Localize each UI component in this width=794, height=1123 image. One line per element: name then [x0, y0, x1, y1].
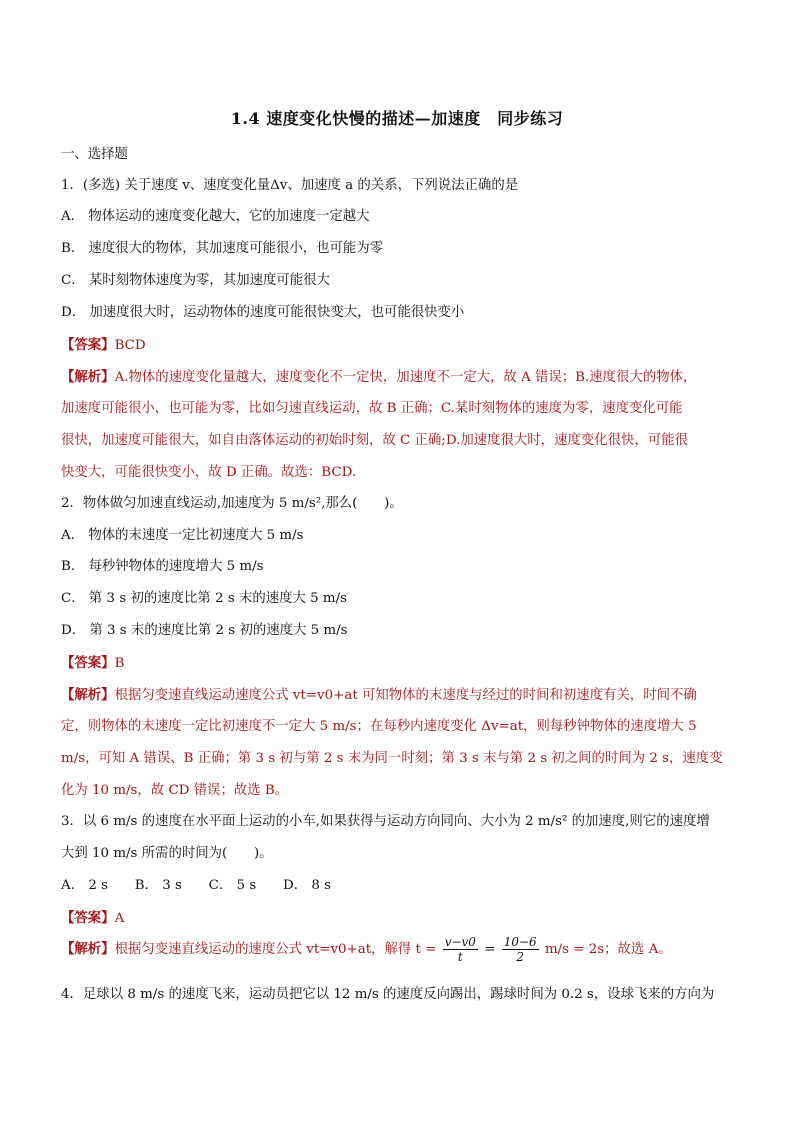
q2-option-d: D． 第 3 s 末的速度比第 2 s 初的速度大 5 m/s — [61, 623, 348, 638]
page-title: 1.4 速度变化快慢的描述—加速度 同步练习 — [230, 109, 564, 128]
q3-options: A． 2 s B． 3 s C． 5 s D． 8 s — [61, 878, 332, 893]
q1-explanation-line-3: 很快，加速度可能很大，如自由落体运动的初始时刻，故 C 正确;D.加速度很大时，速度变化很快，可能很 — [61, 433, 688, 448]
q2-explanation-line-2: 定，则物体的末速度一定比初速度不一定大 5 m/s；在每秒内速度变化 Δv=at，则每秒钟物体的速度增大 5 — [61, 719, 697, 734]
q1-answer — [61, 336, 146, 355]
answer-tag: 【答案】 — [61, 337, 115, 353]
q2-option-c: C． 第 3 s 初的速度比第 2 s 末的速度大 5 m/s — [61, 591, 348, 606]
q2-option-a: A． 物体的末速度一定比初速度大 5 m/s — [61, 528, 304, 543]
q3-stem-line-1: 3．以 6 m/s 的速度在水平面上运动的小车,如果获得与运动方向同向、大小为 2 m/s² 的加速度,则它的速度增 — [61, 814, 710, 829]
fraction-numeric: $\frac{10-6}{2}$ — [503, 935, 537, 964]
explain-tag: 【解析】 — [61, 687, 115, 703]
explain-tag: 【解析】 — [61, 369, 115, 385]
explain-tag: 【解析】 — [61, 941, 115, 957]
q3-answer-value: A — [114, 911, 125, 926]
q1-option-c: C． 某时刻物体速度为零，其加速度可能很大 — [61, 273, 330, 288]
q1-stem: 1．(多选) 关于速度 v、速度变化量Δv、加速度 a 的关系，下列说法正确的是 — [61, 178, 519, 193]
q2-option-b: B． 每秒钟物体的速度增大 5 m/s — [61, 559, 264, 574]
q2-answer — [61, 654, 124, 673]
q1-explanation-line-1: 【解析】A.物体的速度变化量越大，速度变化不一定快，加速度不一定大，故 A 错误；B.速度很大的物体， — [61, 369, 697, 385]
q2-explanation-line-1: 【解析】根据匀变速直线运动速度公式 vt=v0+at 可知物体的末速度与经过的时间和初速度有关，时间不确 — [61, 687, 697, 703]
q1-explanation-line-2: 加速度可能很小，也可能为零，比如匀速直线运动，故 B 正确；C.某时刻物体的速度为零，速度变化可能 — [61, 401, 683, 416]
fraction-v-over-t: $\frac{v-v0}{t}$ — [444, 935, 476, 964]
q1-option-b: B． 速度很大的物体，其加速度可能很小，也可能为零 — [61, 241, 384, 256]
q3-explanation: 【解析】根据匀变速直线运动的速度公式 vt=v0+at，解得 t = $\frac{v-v0}{t}$ = $\frac{10-6}{2}$ m/s = 2s；故选 A。 — [61, 935, 672, 964]
q1-explanation-line-4: 快变大，可能很快变小，故 D 正确。故选：BCD. — [61, 465, 357, 480]
q1-option-a: A． 物体运动的速度变化越大，它的加速度一定越大 — [61, 209, 370, 224]
q2-answer-value: B — [114, 656, 125, 671]
q1-answer-value: BCD — [114, 338, 146, 353]
q3-answer — [61, 909, 124, 928]
q2-explanation-line-3: m/s，可知 A 错误、B 正确；第 3 s 初与第 2 s 末为同一时刻；第 3 s 末与第 2 s 初之间的时间为 2 s，速度变 — [61, 751, 723, 766]
q4-stem: 4．足球以 8 m/s 的速度飞来，运动员把它以 12 m/s 的速度反向踢出，踢球时间为 0.2 s，设球飞来的方向为 — [61, 987, 715, 1002]
q2-explanation-line-4: 化为 10 m/s，故 CD 错误；故选 B。 — [61, 783, 289, 798]
answer-tag: 【答案】 — [61, 910, 115, 926]
q3-stem-line-2: 大到 10 m/s 所需的时间为( )。 — [61, 846, 273, 861]
answer-tag: 【答案】 — [61, 655, 115, 671]
q2-stem: 2．物体做匀加速直线运动,加速度为 5 m/s²,那么( )。 — [61, 496, 403, 511]
section-heading: 一、选择题 — [61, 147, 128, 162]
q1-option-d: D． 加速度很大时，运动物体的速度可能很快变大，也可能很快变小 — [61, 305, 465, 320]
